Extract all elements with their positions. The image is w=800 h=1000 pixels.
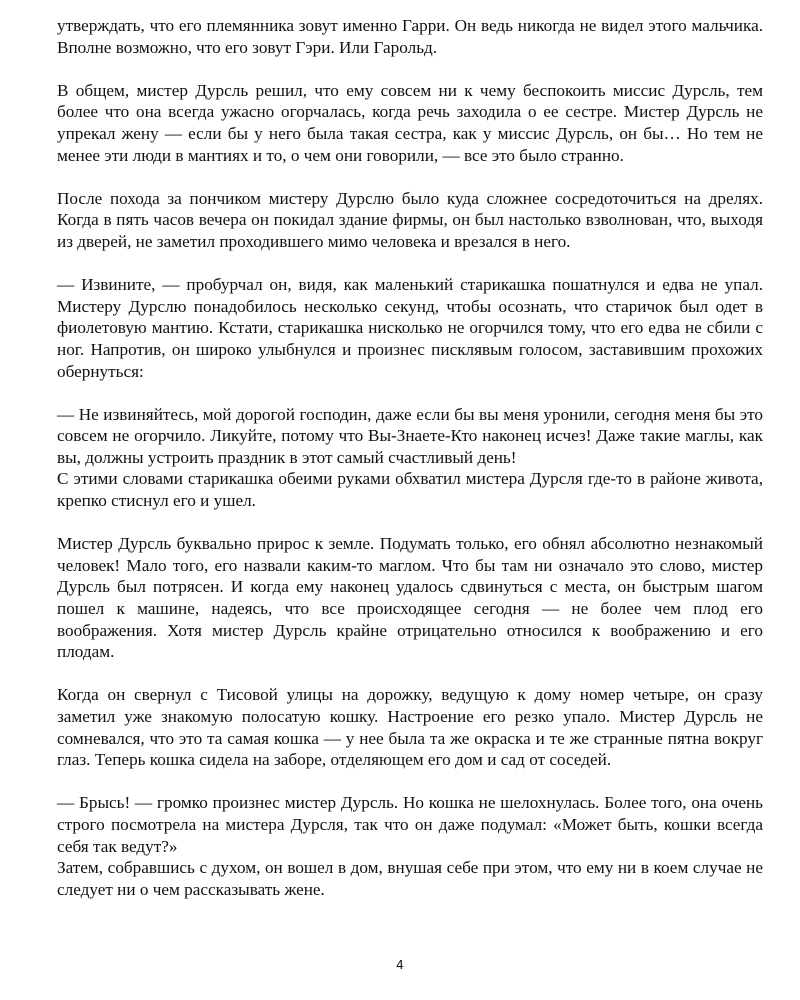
paragraph-10: Затем, собравшись с духом, он вошел в дом, внушая себе при этом, что ему ни в коем случае не следует ни о чем рассказывать жене. [57,858,763,899]
page-number: 4 [396,958,404,972]
paragraph-4: — Извините, — пробурчал он, видя, как маленький старикашка пошатнулся и едва не упал. Мистеру Дурслю понадобилось несколько секунд, чтобы осознать, что старичок был одет в фиолетовую мантию. Кстати, старикашка нисколько не огорчился тому, что его едва не сбили с ног. Напротив, он широко улыбнулся и произнес писклявым голосом, заставившим прохожих обернуться: [57,275,763,381]
paragraph-1: утверждать, что его племянника зовут именно Гарри. Он ведь никогда не видел этого мальчика. Вполне возможно, что его зовут Гэри. Или Гарольд. [57,16,763,57]
paragraph-9: — Брысь! — громко произнес мистер Дурсль. Но кошка не шелохнулась. Более того, она очень строго посмотрела на мистера Дурсля, так что он даже подумал: «Может быть, кошки всегда себя так ведут?» [57,793,763,856]
paragraph-6: С этими словами старикашка обеими руками обхватил мистера Дурсля где-то в районе живота, крепко стиснул его и ушел. [57,469,763,511]
document-body [57,15,763,922]
paragraph-2: В общем, мистер Дурсль решил, что ему совсем ни к чему беспокоить миссис Дурсль, тем более что она всегда ужасно огорчалась, когда речь заходила о ее сестре. Мистер Дурсль не упрекал жену — если бы у него была такая сестра, как у миссис Дурсль, он бы… Но тем не менее эти люди в мантиях и то, о чем они говорили, — все это было странно. [57,80,763,165]
paragraph-8: Когда он свернул с Тисовой улицы на дорожку, ведущую к дому номер четыре, он сразу заметил уже знакомую полосатую кошку. Настроение его резко упало. Мистер Дурсль не сомневался, что это та самая кошка — у нее была та же окраска и те же странные пятна вокруг глаз. Теперь кошка сидела на заборе, отделяющем его дом и сад от соседей. [57,685,763,770]
paragraph-7: Мистер Дурсль буквально прирос к земле. Подумать только, его обнял абсолютно незнакомый человек! Мало того, его назвали каким-то маглом. Что бы там ни означало это слово, мистер Дурсль был потрясен. И когда ему наконец удалось сдвинуться с места, он быстрым шагом пошел к машине, надеясь, что все происходящее сегодня — не более чем плод его воображения. Хотя мистер Дурсль крайне отрицательно относился к воображению и его плодам. [57,534,763,662]
paragraph-3: После похода за пончиком мистеру Дурслю было куда сложнее сосредоточиться на дрелях. Когда в пять часов вечера он покидал здание фирмы, он был настолько взволнован, что, выходя из дверей, не заметил проходившего мимо человека и врезался в него. [57,188,763,251]
paragraph-5: — Не извиняйтесь, мой дорогой господин, даже если бы вы меня уронили, сегодня меня бы это совсем не огорчило. Ликуйте, потому что Вы-Знаете-Кто наконец исчез! Даже такие маглы, как вы, должны устроить праздник в этот самый счастливый день! [57,404,763,467]
